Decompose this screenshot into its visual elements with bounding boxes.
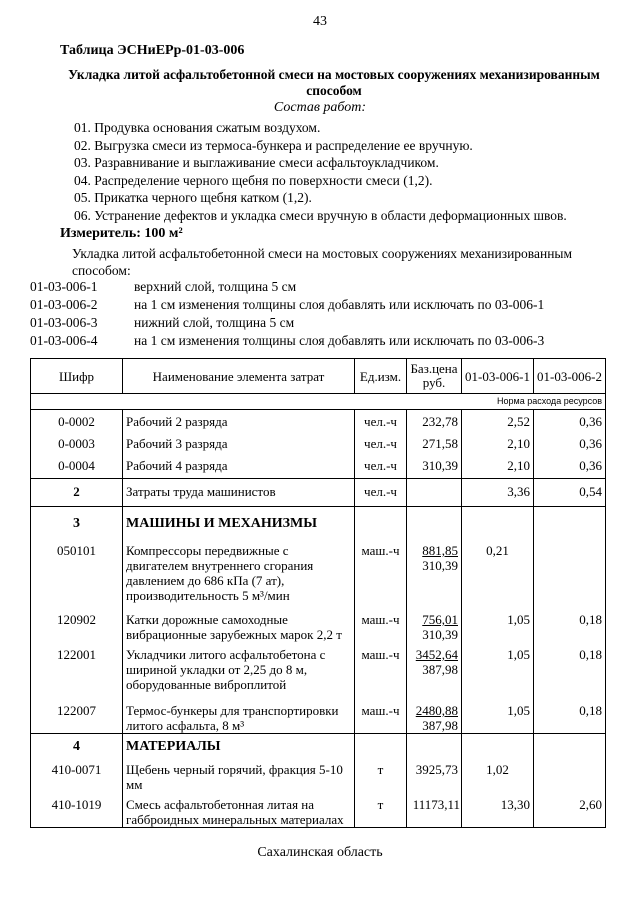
- variant-text: нижний слой, толщина 5 см: [134, 315, 295, 330]
- row-code: 122007: [31, 692, 123, 734]
- section-row: [31, 484, 606, 507]
- row-unit: чел.-ч: [355, 451, 407, 479]
- row-unit: маш.-ч: [355, 603, 407, 642]
- work-item: 05. Прикатка черного щебня катком (1,2).: [74, 190, 312, 205]
- row-price-machinist: 387,98: [422, 662, 458, 677]
- table-row: [31, 451, 606, 479]
- row-v1: 1,05: [462, 692, 534, 734]
- row-v2: 0,36: [534, 451, 606, 479]
- row-price: 3925,73: [407, 762, 462, 792]
- row-name: Щебень черный горячий, фракция 5-10 мм: [123, 762, 355, 792]
- row-v1: 2,10: [462, 451, 534, 479]
- row-v2: 0,18: [534, 603, 606, 642]
- row-name: Укладчики литого асфальтобетона с шириной укладки от 2,25 до 8 м, оборудованные виброплитой: [123, 642, 355, 692]
- header-unit: Ед.изм.: [355, 359, 407, 394]
- row-unit: маш.-ч: [355, 692, 407, 734]
- section-name: МАШИНЫ И МЕХАНИЗМЫ: [123, 512, 355, 531]
- section-row: [31, 512, 606, 531]
- work-item: 06. Устранение дефектов и укладка смеси вручную в области деформационных швов.: [74, 208, 567, 223]
- header-code: Шифр: [31, 359, 123, 394]
- row-unit: чел.-ч: [355, 410, 407, 430]
- row-unit: чел.-ч: [355, 429, 407, 451]
- measure-description: Укладка литой асфальтобетонной смеси на мостовых сооружениях механизированным способом:: [72, 246, 573, 278]
- variant-text: на 1 см изменения толщины слоя добавлять или исключать по 03-006-3: [134, 333, 545, 348]
- norm-header: Норма расхода ресурсов: [31, 394, 606, 410]
- table-row: [31, 792, 606, 828]
- section-code: 4: [31, 739, 123, 762]
- row-v1: 13,30: [462, 792, 534, 828]
- row-unit: маш.-ч: [355, 642, 407, 692]
- row-unit: т: [355, 792, 407, 828]
- section-code: 2: [31, 484, 123, 507]
- section-v1: 3,36: [462, 484, 534, 507]
- row-name: Рабочий 2 разряда: [123, 410, 355, 430]
- section-row: [31, 739, 606, 762]
- row-unit: т: [355, 762, 407, 792]
- row-v2: 0,36: [534, 429, 606, 451]
- row-code: 122001: [31, 642, 123, 692]
- variant-code: 01-03-006-1: [30, 279, 98, 294]
- row-price: 2480,88: [415, 703, 458, 718]
- work-item: 04. Распределение черного щебня по поверхности смеси (1,2).: [74, 173, 433, 188]
- table-row: [31, 429, 606, 451]
- variant-text: на 1 см изменения толщины слоя добавлять или исключать по 03-006-1: [134, 297, 545, 312]
- row-price: 11173,11: [407, 792, 462, 828]
- row-name: Катки дорожные самоходные вибрационные зарубежных марок 2,2 т: [123, 603, 355, 642]
- table-row: [31, 531, 606, 603]
- section-v2: 0,54: [534, 484, 606, 507]
- row-price-cell: [407, 692, 462, 734]
- row-price-cell: [407, 531, 462, 603]
- region-footer: Сахалинская область: [257, 845, 383, 860]
- row-price: 232,78: [407, 410, 462, 430]
- works-heading: Состав работ:: [273, 100, 367, 115]
- table-header: [31, 359, 606, 394]
- section-code: 3: [31, 512, 123, 531]
- row-name: Рабочий 4 разряда: [123, 451, 355, 479]
- row-code: 410-1019: [31, 792, 123, 828]
- work-item: 02. Выгрузка смеси из термоса-бункера и распределение ее вручную.: [74, 138, 473, 153]
- variant-code: 01-03-006-4: [30, 333, 98, 348]
- row-price: 881,85: [422, 543, 458, 558]
- row-code: 410-0071: [31, 762, 123, 792]
- row-name: Рабочий 3 разряда: [123, 429, 355, 451]
- row-v2: 2,60: [534, 792, 606, 828]
- row-unit: маш.-ч: [355, 531, 407, 603]
- row-name: Термос-бункеры для транспортировки литого асфальта, 8 м³: [123, 692, 355, 734]
- page-number: 43: [313, 14, 327, 29]
- variant-code: 01-03-006-2: [30, 297, 98, 312]
- measure-unit: Измеритель: 100 м²: [60, 226, 183, 241]
- row-price-machinist: 387,98: [422, 718, 458, 733]
- resource-table: [30, 358, 606, 828]
- row-price: 756,01: [422, 612, 458, 627]
- row-price-cell: [407, 642, 462, 692]
- row-v2: [534, 531, 606, 603]
- section-unit: чел.-ч: [355, 484, 407, 507]
- header-price: Баз.цена руб.: [407, 359, 462, 394]
- row-code: 0-0004: [31, 451, 123, 479]
- row-v1: 1,05: [462, 603, 534, 642]
- row-v1: 0,21: [462, 531, 534, 603]
- row-v1: 1,02: [462, 762, 534, 792]
- table-row: [31, 642, 606, 692]
- row-code: 120902: [31, 603, 123, 642]
- table-code: Таблица ЭСНиЕРр-01-03-006: [60, 43, 245, 58]
- table-row: [31, 603, 606, 642]
- work-item: 01. Продувка основания сжатым воздухом.: [74, 120, 321, 135]
- row-price-machinist: 310,39: [422, 558, 458, 573]
- row-v2: 0,18: [534, 692, 606, 734]
- row-v1: 1,05: [462, 642, 534, 692]
- section-name: Затраты труда машинистов: [123, 484, 355, 507]
- row-v1: 2,52: [462, 410, 534, 430]
- row-price-machinist: 310,39: [422, 627, 458, 642]
- header-col1: 01-03-006-1: [462, 359, 534, 394]
- table-row: [31, 410, 606, 430]
- row-v2: 0,18: [534, 642, 606, 692]
- row-name: Смесь асфальтобетонная литая на габброидных минеральных материалах: [123, 792, 355, 828]
- row-v2: [534, 762, 606, 792]
- header-name: Наименование элемента затрат: [123, 359, 355, 394]
- table-row: [31, 692, 606, 734]
- work-item: 03. Разравнивание и выглаживание смеси асфальтоукладчиком.: [74, 155, 439, 170]
- variant-text: верхний слой, толщина 5 см: [134, 279, 297, 294]
- table-title: Укладка литой асфальтобетонной смеси на мостовых сооружениях механизированным способом: [68, 67, 600, 98]
- row-code: 050101: [31, 531, 123, 603]
- variant-code: 01-03-006-3: [30, 315, 98, 330]
- row-v1: 2,10: [462, 429, 534, 451]
- row-price: 271,58: [407, 429, 462, 451]
- row-price-cell: [407, 603, 462, 642]
- row-code: 0-0003: [31, 429, 123, 451]
- table-row: [31, 762, 606, 792]
- row-code: 0-0002: [31, 410, 123, 430]
- row-name: Компрессоры передвижные с двигателем внутреннего сгорания давлением до 686 кПа (7 ат), производительность 5 м³/мин: [123, 531, 355, 603]
- header-col2: 01-03-006-2: [534, 359, 606, 394]
- section-name: МАТЕРИАЛЫ: [123, 739, 355, 762]
- row-price: 310,39: [407, 451, 462, 479]
- row-price: 3452,64: [415, 647, 458, 662]
- row-v2: 0,36: [534, 410, 606, 430]
